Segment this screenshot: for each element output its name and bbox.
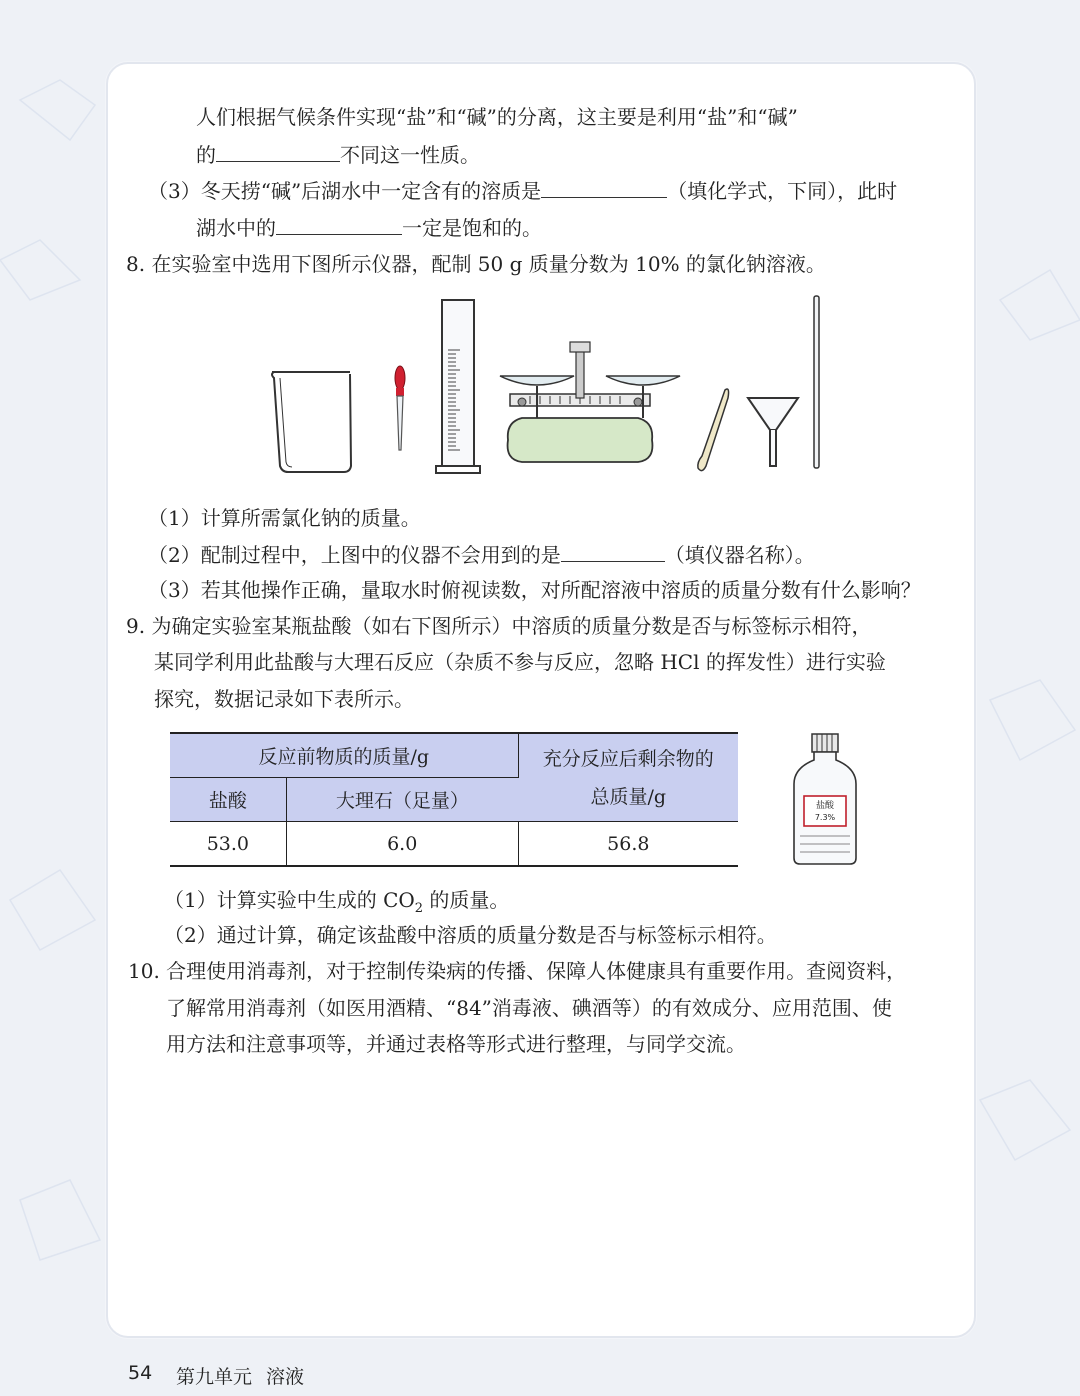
balance-scale-icon	[500, 342, 680, 462]
unit-title: 第九单元	[176, 1366, 253, 1388]
q10-line1: 10. 合理使用消毒剂，对于控制传染病的传播、保障人体健康具有重要作用。查阅资料，	[128, 959, 907, 983]
q8-stem: 8. 在实验室中选用下图所示仪器，配制 50 g 质量分数为 10% 的氯化钠溶液。	[126, 252, 826, 276]
dropper-icon	[395, 366, 405, 450]
page-number: 54	[128, 1362, 153, 1384]
bottle-label-percent: 7.3%	[814, 813, 836, 822]
q8-2: （2）配制过程中，上图中的仪器不会用到的是 （填仪器名称）。	[148, 543, 815, 567]
q7-text-line1: 人们根据气候条件实现“盐”和“碱”的分离，这主要是利用“盐”和“碱”	[196, 105, 798, 129]
q9-stem-line2: 某同学利用此盐酸与大理石反应（杂质不参与反应，忽略 HCl 的挥发性）进行实验	[154, 650, 886, 674]
table-row	[170, 822, 738, 867]
spatula-icon	[698, 389, 729, 471]
table-header-row	[170, 733, 738, 778]
q7-3-line2: 湖水中的 一定是饱和的。	[196, 216, 542, 240]
funnel-icon	[748, 398, 798, 466]
header-before-reaction: 反应前物质的质量/g	[170, 733, 518, 778]
header-hydrochloric-acid: 盐酸	[170, 778, 286, 822]
hydrochloric-acid-bottle-icon	[790, 732, 860, 868]
answer-blank[interactable]	[561, 541, 665, 562]
answer-blank[interactable]	[541, 177, 667, 198]
q10-line2: 了解常用消毒剂（如医用酒精、“84”消毒液、碘酒等）的有效成分、应用范围、使	[166, 996, 892, 1020]
q9-1: （1）计算实验中生成的 $CO_2$ 的质量。	[164, 888, 510, 916]
q7-text-line2: 的 不同这一性质。	[196, 143, 480, 167]
bottle-label-name: 盐酸	[815, 801, 835, 811]
answer-blank[interactable]	[276, 214, 402, 235]
q10-line3: 用方法和注意事项等，并通过表格等形式进行整理，与同学交流。	[166, 1032, 746, 1056]
header-marble: 大理石（足量）	[286, 778, 518, 822]
answer-blank[interactable]	[216, 141, 340, 162]
q7-3-line1: （3）冬天捞“碱”后湖水中一定含有的溶质是 （填化学式，下同），此时	[148, 179, 898, 203]
beaker-icon	[272, 372, 351, 472]
cell-remaining-mass: 56.8	[518, 822, 738, 867]
q9-stem-line1: 9. 为确定实验室某瓶盐酸（如右下图所示）中溶质的质量分数是否与标签标示相符，	[126, 614, 872, 638]
q9-2: （2）通过计算，确定该盐酸中溶质的质量分数是否与标签标示相符。	[164, 923, 777, 947]
q8-3: （3）若其他操作正确，量取水时俯视读数，对所配溶液中溶质的质量分数有什么影响？	[148, 578, 921, 602]
glass-rod-icon	[814, 296, 819, 468]
chapter-title: 溶液	[266, 1366, 305, 1388]
header-after-reaction: 充分反应后剩余物的 总质量/g	[518, 733, 738, 822]
graduated-cylinder-icon	[436, 300, 480, 473]
experiment-data-table	[170, 732, 738, 867]
cell-hcl-mass: 53.0	[170, 822, 286, 867]
cell-marble-mass: 6.0	[286, 822, 518, 867]
lab-instruments-figure	[260, 290, 840, 480]
q8-1: （1）计算所需氯化钠的质量。	[148, 506, 421, 530]
q9-stem-line3: 探究，数据记录如下表所示。	[154, 687, 414, 711]
